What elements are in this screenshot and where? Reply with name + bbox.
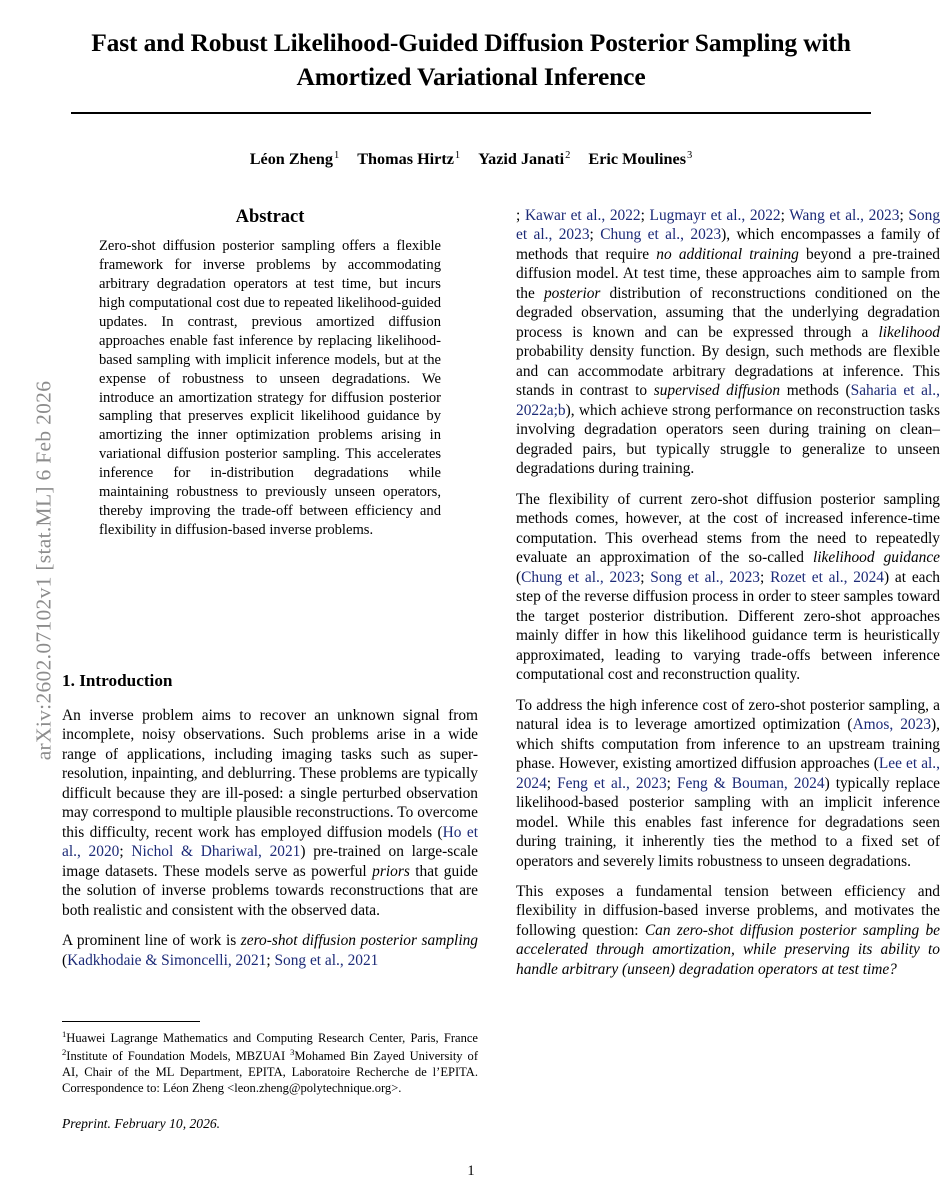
paragraph [62, 931, 478, 970]
citation-link[interactable]: Song et al., 2023 [516, 207, 941, 244]
left-column [62, 206, 479, 969]
arxiv-stamp: arXiv:2602.07102v1 [stat.ML] 6 Feb 2026 [31, 380, 56, 761]
text-run: ) pre-trained on large-scale image datasets. These models serve as powerful [62, 843, 479, 880]
preprint-notice: Preprint. February 10, 2026. [62, 1115, 221, 1131]
citation-link[interactable]: Kadkhodaie & Simoncelli, 2021 [67, 951, 267, 969]
footnote-marker: 2 [62, 1047, 67, 1058]
emphasis-text: zero-shot diffusion posterior sampling [240, 932, 478, 950]
emphasis-text: priors [372, 862, 410, 880]
footnote-area [62, 1021, 478, 1132]
text-run: This exposes a fundamental tension between efficiency and flexibility in diffusion-based inverse problems, and motivates the following question: [516, 882, 940, 939]
section-heading-introduction: 1. Introduction [62, 671, 173, 690]
paragraph [62, 706, 478, 920]
text-run: methods ( [780, 382, 851, 400]
abstract-body: Zero-shot diffusion posterior sampling offers a flexible framework for inverse problems by accommodating arbitrary degradation operators at test time, but incurs high computational cost due to repeated likelihood-guided updates. In contrast, previous amortized diffusion approaches enable fast inference by replacing likelihood-based sampling with implicit inference models, but at the expense of robustness to unseen degradations. We introduce an amortization strategy for diffusion posterior sampling that preserves explicit likelihood guidance by amortizing the inner optimization problems arising in variational diffusion posterior sampling. This accelerates inference for in-distribution degradations while maintaining robustness to previously unseen operators, thereby improving the trade-off between efficiency and flexibility in diffusion-based inverse problems. [99, 238, 441, 538]
text-run: ( [62, 951, 68, 969]
footnote-divider [62, 1021, 200, 1022]
citation-link[interactable]: Song et al., 2023 [650, 568, 760, 586]
paragraph [516, 882, 940, 979]
text-run: ), which shifts computation from inference to an upstream training phase. However, existing amortized diffusion approaches ( [516, 716, 941, 773]
title-divider [71, 112, 871, 114]
author-affiliation-marker: 3 [687, 150, 693, 161]
author-name: Thomas Hirtz [357, 150, 454, 169]
emphasis-text: likelihood [878, 323, 940, 341]
text-run: An inverse problem aims to recover an unknown signal from incomplete, noisy observations. Such problems arise in a wide range of applications, including imaging tasks such as super-resolution, inpainting, and deblurring. These problems are typically difficult because they are ill-posed: a single perturbed observation may correspond to multiple plausible reconstructions. To overcome this difficulty, recent work has employed diffusion models ( [62, 707, 478, 841]
text-run: ; [760, 568, 771, 586]
citation-link[interactable]: Rozet et al., 2024 [770, 568, 885, 586]
author-entry [478, 150, 570, 168]
right-column [516, 206, 940, 979]
text-run: ; [666, 774, 677, 792]
text-run: Mohamed Bin Zayed University of AI, Chair of the ML Department, EPITA, Laboratoire Recherche de l’EPITA. Correspondence to: Léon Zheng <leon.zheng@polytechnique.org>. [62, 1049, 478, 1095]
text-run: ; [899, 207, 909, 224]
text-run: ; [780, 207, 790, 224]
page-number: 1 [467, 1163, 475, 1179]
text-run: ), which encompasses a family of methods that require [516, 226, 940, 263]
text-run: ), which achieve strong performance on reconstruction tasks involving degradation operators seen during training on clean–degraded pairs, but typically struggle to generalize to unseen degradations during training. [516, 401, 940, 478]
text-run: beyond a pre-trained diffusion model. At test time, these approaches aim to sample from the [516, 245, 940, 302]
footnote-marker: 1 [62, 1029, 67, 1039]
citation-link[interactable]: Nichol & Dhariwal, 2021 [131, 843, 301, 861]
emphasis-text: posterior [543, 284, 601, 302]
citation-link[interactable]: Song et al., 2021 [274, 951, 379, 969]
paragraph [516, 206, 940, 479]
citation-link[interactable]: Chung et al., 2023 [521, 568, 641, 586]
text-run: ) at each step of the reverse diffusion process in order to steer samples toward the target posterior distribution. Different zero-shot approaches mainly differ in how this likelihood guidance term is heuristically approximated, leading to varying trade-offs between inference computational cost and reconstruction quality. [516, 568, 941, 684]
text-run: ( [516, 568, 522, 586]
text-run: ; [640, 207, 650, 224]
citation-link[interactable]: Feng et al., 2023 [557, 774, 667, 792]
abstract-heading: Abstract [235, 207, 305, 227]
introduction-body-left [62, 706, 478, 970]
text-run: ; [266, 951, 275, 969]
author-name: Léon Zheng [249, 150, 333, 169]
author-list [71, 150, 871, 169]
citation-link[interactable]: Saharia et al., 2022a;b [516, 382, 940, 419]
text-run: ; [589, 226, 601, 244]
text-run: ) typically replace likelihood-based posterior sampling with an implicit inference model. While this enables fast inference for degradations seen during training, it inherently ties the method to a fixed set of operators and severely limits robustness to unseen degradations. [516, 774, 941, 870]
author-name: Eric Moulines [588, 150, 686, 169]
emphasis-text: supervised diffusion [653, 382, 781, 400]
paragraph [516, 696, 940, 871]
text-run: Institute of Foundation Models, MBZUAI [66, 1049, 291, 1064]
author-affiliation-marker: 2 [565, 150, 571, 161]
text-run: distribution of reconstructions conditioned on the degraded observation, assuming that the underlying degradation process is known and can be expressed through a [516, 284, 941, 341]
paragraph [516, 490, 940, 685]
citation-link[interactable]: Kawar et al., 2022 [524, 207, 641, 224]
citation-link[interactable]: Ho et al., 2020 [62, 823, 478, 861]
affiliation-footnote [62, 1029, 478, 1097]
author-entry [250, 150, 339, 168]
citation-link[interactable]: Feng & Bouman, 2024 [676, 774, 825, 792]
author-name: Yazid Janati [478, 150, 565, 169]
author-entry [588, 150, 692, 168]
text-run: that guide the solution of inverse problems towards reconstructions that are both realistic and consistent with the observed data. [62, 862, 479, 919]
citation-link[interactable]: Wang et al., 2023 [789, 207, 900, 224]
emphasis-text: likelihood guidance [813, 549, 941, 567]
author-affiliation-marker: 1 [454, 150, 461, 161]
text-run: ; [516, 207, 525, 224]
citation-link[interactable]: Lugmayr et al., 2022 [649, 207, 781, 224]
author-entry [357, 150, 460, 168]
author-affiliation-marker: 1 [333, 150, 340, 161]
text-run: A prominent line of work is [62, 932, 241, 950]
text-run: To address the high inference cost of zero-shot posterior sampling, a natural idea is to leverage amortized optimization ( [516, 696, 940, 734]
citation-link[interactable]: Chung et al., 2023 [600, 226, 722, 244]
citation-link[interactable]: Lee et al., 2024 [516, 755, 940, 792]
text-run: ; [640, 568, 651, 586]
text-run: Huawei Lagrange Mathematics and Computing Research Center, Paris, France [66, 1031, 478, 1046]
text-run: The flexibility of current zero-shot diffusion posterior sampling methods comes, however, at the cost of increased inference-time computation. This overhead stems from the need to repeatedly evaluate an approximation of the so-called [516, 490, 940, 567]
title-block [71, 26, 871, 94]
emphasis-text: Can zero-shot diffusion posterior sampling be accelerated through amortization, while preserving its ability to handle arbitrary (unseen) degradation operators at test time? [516, 921, 940, 978]
text-run: ; [119, 843, 132, 861]
text-run: ; [546, 774, 558, 792]
footnote-marker: 3 [290, 1047, 295, 1058]
page-title: Fast and Robust Likelihood-Guided Diffusion Posterior Sampling with Amortized Variational Inference [91, 28, 851, 92]
emphasis-text: no additional training [656, 245, 799, 263]
citation-link[interactable]: Amos, 2023 [852, 716, 932, 734]
text-run: probability density function. By design, such methods are flexible and can accommodate arbitrary degradations at inference. This stands in contrast to [516, 343, 940, 400]
